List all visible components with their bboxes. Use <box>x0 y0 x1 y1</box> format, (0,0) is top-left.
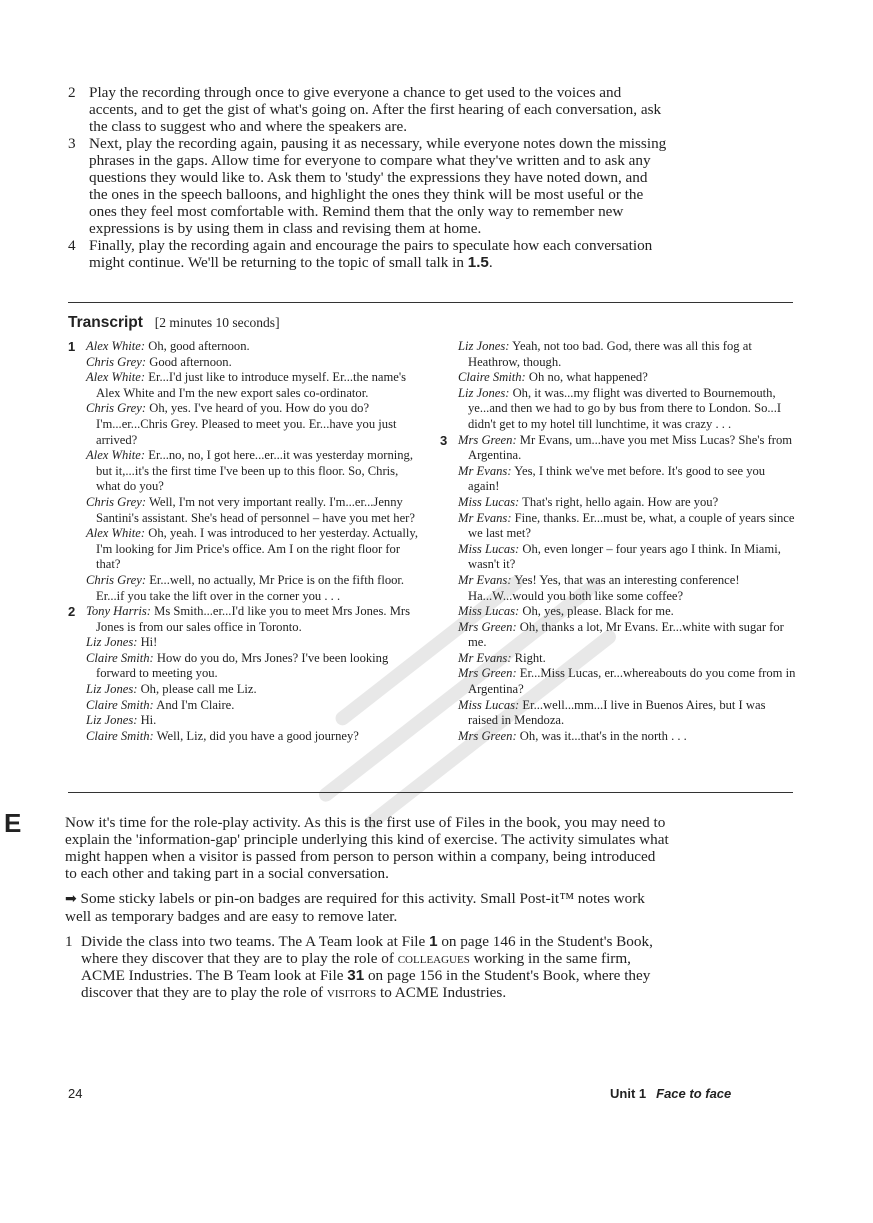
speech-text: Well, I'm not very important really. I'm...er...Jenny Santini's assistant. She's head of personnel – have you met her? <box>96 494 415 525</box>
item-text-d: on page 156 in the Student's Book, where they discover that they are to play the role of <box>81 967 651 1001</box>
speech-text: Yes! Yes, that was an interesting conference! Ha...W...would you both like some coffee? <box>468 572 740 603</box>
note-text: Some sticky labels or pin-on badges are required for this activity. Small Post-it™ notes work well as temporary badges and are easy to remove later. <box>65 890 645 925</box>
speech-text: Fine, thanks. Er...must be, what, a couple of years since we last met? <box>468 510 795 541</box>
step-number: 2 <box>68 84 76 101</box>
step-4-body: Finally, play the recording again and encourage the pairs to speculate how each conversation might continue. We'll be returning to the topic of small talk in <box>89 237 653 271</box>
transcript-duration: [2 minutes 10 seconds] <box>154 315 280 330</box>
dialogue-line <box>86 635 423 651</box>
speaker-name: Claire Smith: <box>458 370 526 385</box>
dialogue-line <box>458 666 796 697</box>
step-4 <box>68 237 668 271</box>
dialogue-line <box>86 448 423 495</box>
dialogue-line <box>86 401 423 448</box>
speech-text: Hi. <box>140 713 157 728</box>
section-e-intro: Now it's time for the role-play activity. As this is the first use of Files in the book, you may need to explain the 'information-gap' principle underlying this kind of exercise. The activity simulates what might happen when a visitor is passed from person to person within a company, being introduced to each other and taking part in a social conversation. <box>65 814 669 882</box>
conversation <box>440 339 796 433</box>
speaker-name: Chris Grey: <box>86 572 147 587</box>
speech-text: Good afternoon. <box>149 354 232 369</box>
speech-text: Oh, please call me Liz. <box>140 682 257 697</box>
speaker-name: Claire Smith: <box>86 697 154 712</box>
item-text <box>81 933 670 1001</box>
unit-title: Face to face <box>656 1086 732 1101</box>
speech-text: Oh no, what happened? <box>528 370 648 385</box>
speech-text: Er...Miss Lucas, er...whereabouts do you come from in Argentina? <box>468 666 796 697</box>
dialogue-line <box>86 713 423 729</box>
dialogue-line <box>86 604 423 635</box>
dialogue-line <box>458 433 796 464</box>
speech-text: Er...no, no, I got here...er...it was yesterday morning, but it,...it's the first time I've been up to this floor. So, Chris, what do you? <box>96 448 414 494</box>
dialogue-line <box>86 370 423 401</box>
role-colleagues: colleagues <box>397 950 470 967</box>
dialogue-line <box>458 370 796 386</box>
speaker-name: Tony Harris: <box>86 604 151 619</box>
speaker-name: Claire Smith: <box>86 650 154 665</box>
conversation-number: 3 <box>440 432 448 448</box>
speaker-name: Alex White: <box>86 448 146 463</box>
section-e-note <box>65 890 670 925</box>
file-reference-1: 1 <box>429 933 438 950</box>
speech-text: Hi! <box>140 635 158 650</box>
speaker-name: Mr Evans: <box>458 650 512 665</box>
speech-text: That's right, hello again. How are you? <box>522 494 719 509</box>
conversation <box>68 604 423 744</box>
speech-text: Oh, even longer – four years ago I think. In Miami, wasn't it? <box>468 541 781 572</box>
dialogue-line <box>86 355 423 371</box>
conversation-number <box>440 339 458 433</box>
speech-text: Oh, good afternoon. <box>148 339 250 353</box>
dialogue-line <box>458 698 796 729</box>
speech-text: Oh, yes. I've heard of you. How do you do? I'm...er...Chris Grey. Pleased to meet you. Er...have you just arrived? <box>96 401 397 447</box>
dialogue-line <box>86 698 423 714</box>
speaker-name: Miss Lucas: <box>458 604 520 619</box>
dialogue-lines <box>458 433 796 745</box>
speaker-name: Chris Grey: <box>86 494 147 509</box>
speech-text: Oh, yeah. I was introduced to her yesterday. Actually, I'm looking for Jim Price's office. Am I on the right floor for that? <box>96 526 418 572</box>
item-number: 1 <box>65 933 73 950</box>
role-visitors: visitors <box>326 984 377 1001</box>
instruction-steps <box>68 84 668 271</box>
dialogue-line <box>458 729 796 745</box>
speaker-name: Mr Evans: <box>458 463 512 478</box>
speech-text: Well, Liz, did you have a good journey? <box>156 728 359 743</box>
speaker-name: Chris Grey: <box>86 401 147 416</box>
item-text-b: on page 146 in the Student's Book, where they discover that they are to play the role of <box>81 933 653 967</box>
speech-text: Mr Evans, um...have you met Miss Lucas? She's from Argentina. <box>468 432 793 463</box>
speech-text: Ms Smith...er...I'd like you to meet Mrs Jones. Mrs Jones is from our sales office in Toronto. <box>96 604 411 634</box>
unit-label <box>610 1086 731 1101</box>
speech-text: Yes, I think we've met before. It's good to see you again! <box>468 463 766 494</box>
transcript-title: Transcript <box>68 314 143 331</box>
speech-text: And I'm Claire. <box>156 697 235 712</box>
transcript-column-right <box>440 339 796 744</box>
speech-text: Er...well...mm...I live in Buenos Aires, but I was raised in Mendoza. <box>468 697 766 728</box>
dialogue-line <box>86 573 423 604</box>
speaker-name: Liz Jones: <box>86 682 138 697</box>
conversation-number: 2 <box>68 604 76 620</box>
speaker-name: Mrs Green: <box>458 432 517 447</box>
step-3 <box>68 135 668 237</box>
dialogue-line <box>458 495 796 511</box>
dialogue-line <box>86 729 423 745</box>
section-letter: E <box>4 808 22 838</box>
speaker-name: Mrs Green: <box>458 666 517 681</box>
speaker-name: Liz Jones: <box>458 339 510 353</box>
page-number: 24 <box>68 1086 83 1101</box>
divider-bottom <box>68 792 793 793</box>
dialogue-line <box>458 464 796 495</box>
dialogue-line <box>458 386 796 433</box>
dialogue-lines <box>86 604 423 744</box>
speaker-name: Miss Lucas: <box>458 697 520 712</box>
speaker-name: Liz Jones: <box>86 713 138 728</box>
item-text-a: Divide the class into two teams. The A Team look at File <box>81 933 426 950</box>
dialogue-line <box>86 651 423 682</box>
step-text: Next, play the recording again, pausing it as necessary, while everyone notes down the missing phrases in the gaps. Allow time for everyone to compare what they've written and to ask any questions they would like to. Ask them to 'study' the expressions they have noted down, and the ones in the speech balloons, and highlight the ones they think will be most useful or the ones they feel most comfortable with. Remind them that the only way to remember new expressions is by using them in class and revising them at home. <box>89 135 667 237</box>
speech-text: Right. <box>514 650 546 665</box>
dialogue-line <box>458 620 796 651</box>
step-text: Play the recording through once to give everyone a chance to get used to the voices and accents, and to get the gist of what's going on. After the first hearing of each conversation, ask the class to suggest who and where the speakers are. <box>89 84 662 135</box>
divider-top <box>68 302 793 303</box>
item-text-c: working in the same firm, ACME Industries. The B Team look at File <box>81 950 631 984</box>
dialogue-line <box>86 526 423 573</box>
dialogue-line <box>86 682 423 698</box>
speaker-name: Alex White: <box>86 526 146 541</box>
dialogue-line <box>458 604 796 620</box>
section-reference: 1.5 <box>467 254 489 271</box>
arrow-right-icon: ➡ <box>65 891 77 907</box>
section-e-body <box>65 814 670 1001</box>
speech-text: Oh, it was...my flight was diverted to Bournemouth, ye...and then we had to go by bus from there to London. So...I didn't get to my hotel till lunchtime, it was crazy . . . <box>468 385 782 431</box>
conversation-number: 1 <box>68 339 76 354</box>
speaker-name: Miss Lucas: <box>458 541 520 556</box>
speech-text: Oh, was it...that's in the north . . . <box>519 728 687 743</box>
dialogue-line <box>86 495 423 526</box>
dialogue-line <box>86 339 423 355</box>
speaker-name: Chris Grey: <box>86 354 147 369</box>
conversation <box>440 433 796 745</box>
file-reference-2: 31 <box>347 967 365 984</box>
dialogue-line <box>458 542 796 573</box>
section-e-item-1 <box>65 933 670 1001</box>
speech-text: How do you do, Mrs Jones? I've been looking forward to meeting you. <box>96 650 389 681</box>
speaker-name: Mr Evans: <box>458 572 512 587</box>
transcript-column-left <box>68 339 423 744</box>
step-number: 4 <box>68 237 76 254</box>
item-text-e: to ACME Industries. <box>379 984 507 1001</box>
step-text <box>89 237 668 271</box>
step-number: 3 <box>68 135 76 152</box>
dialogue-line <box>458 511 796 542</box>
dialogue-lines <box>458 339 796 433</box>
speech-text: Oh, yes, please. Black for me. <box>522 604 674 619</box>
dialogue-line <box>458 573 796 604</box>
speaker-name: Alex White: <box>86 339 146 353</box>
speaker-name: Claire Smith: <box>86 728 154 743</box>
conversation <box>68 339 423 604</box>
step-2 <box>68 84 668 135</box>
speaker-name: Mrs Green: <box>458 619 517 634</box>
unit-number: Unit 1 <box>610 1086 647 1101</box>
dialogue-line <box>458 651 796 667</box>
transcript-heading <box>68 314 280 332</box>
speaker-name: Miss Lucas: <box>458 494 520 509</box>
dialogue-line <box>458 339 796 370</box>
speech-text: Yeah, not too bad. God, there was all this fog at Heathrow, though. <box>468 339 752 369</box>
speaker-name: Liz Jones: <box>86 635 138 650</box>
dialogue-lines <box>86 339 423 604</box>
speaker-name: Liz Jones: <box>458 385 510 400</box>
speech-text: Er...I'd just like to introduce myself. Er...the name's Alex White and I'm the new export sales co-ordinator. <box>96 370 407 400</box>
speaker-name: Alex White: <box>86 370 146 385</box>
speaker-name: Mr Evans: <box>458 510 512 525</box>
step-4-end: . <box>488 254 493 271</box>
speaker-name: Mrs Green: <box>458 728 517 743</box>
speech-text: Oh, thanks a lot, Mr Evans. Er...white with sugar for me. <box>468 619 784 650</box>
speech-text: Er...well, no actually, Mr Price is on the fifth floor. Er...if you take the lift over in the corner you . . . <box>96 572 405 603</box>
